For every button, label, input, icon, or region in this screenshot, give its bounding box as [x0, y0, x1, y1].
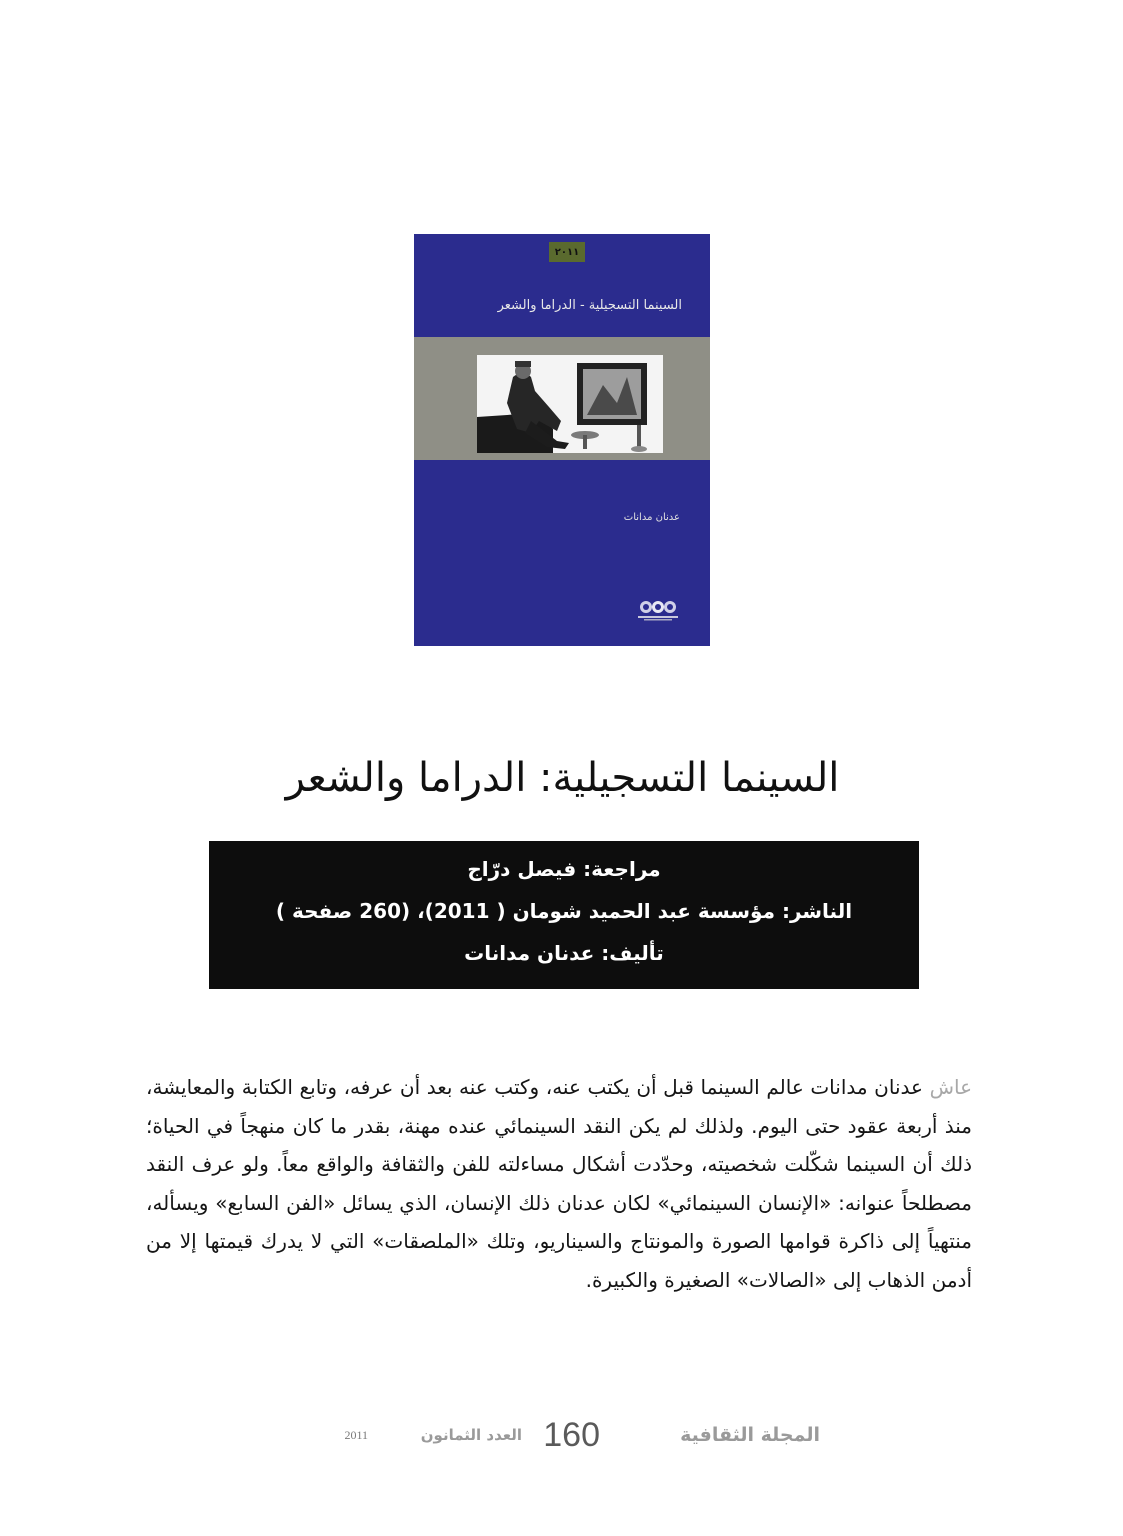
publisher-logo	[636, 598, 680, 622]
page-footer	[300, 1411, 820, 1459]
cover-year: ٢٠١١	[549, 242, 585, 262]
info-box	[209, 841, 919, 989]
footer-issue: العدد الثمانون	[420, 1426, 522, 1444]
footer-year: 2011	[344, 1428, 368, 1442]
cover-photo-band	[414, 337, 710, 460]
cover-title: السينما التسجيلية - الدراما والشعر	[497, 298, 682, 313]
book-cover	[414, 234, 710, 646]
cover-photo	[477, 355, 663, 453]
author-line: تأليف: عدنان مدانات	[464, 941, 664, 965]
reviewer-line: مراجعة: فيصل درّاج	[467, 857, 661, 881]
article-title: السينما التسجيلية: الدراما والشعر	[285, 755, 840, 801]
cover-author: عدنان مدانات	[623, 512, 680, 523]
body-paragraph	[146, 1068, 972, 1299]
page-number: 160	[543, 1416, 600, 1454]
lead-word: عاش	[929, 1075, 973, 1099]
cover-photo-illustration	[477, 355, 663, 453]
footer-magazine-name: المجلة الثقافية	[680, 1424, 820, 1446]
publisher-line: الناشر: مؤسسة عبد الحميد شومان ( 2011)، (260 صفحة )	[275, 899, 853, 923]
paragraph-text: عدنان مدانات عالم السينما قبل أن يكتب عنه، وكتب عنه بعد أن عرفه، وتابع الكتابة والمعايشة، منذ أربعة عقود حتى اليوم. ولذلك لم يكن النقد السينمائي عنده مهنة، بقدر ما كان منهجاً في الحياة؛ ذلك أن السينما شكّلت شخصيته، وحدّدت أشكال مساءلته للفن والثقافة والواقع معاً. ولو عرف النقد مصطلحاً عنوانه: «الإنسان السينمائي» لكان عدنان ذلك الإنسان، الذي يسائل «الفن السابع» ويسأله، منتهياً إلى ذاكرة قوامها الصورة والمونتاج والسيناريو، وتلك «الملصقات» التي لا يدرك قيمتها إلا من أدمن الذهاب إلى «الصالات» الصغيرة والكبيرة.	[146, 1075, 972, 1292]
